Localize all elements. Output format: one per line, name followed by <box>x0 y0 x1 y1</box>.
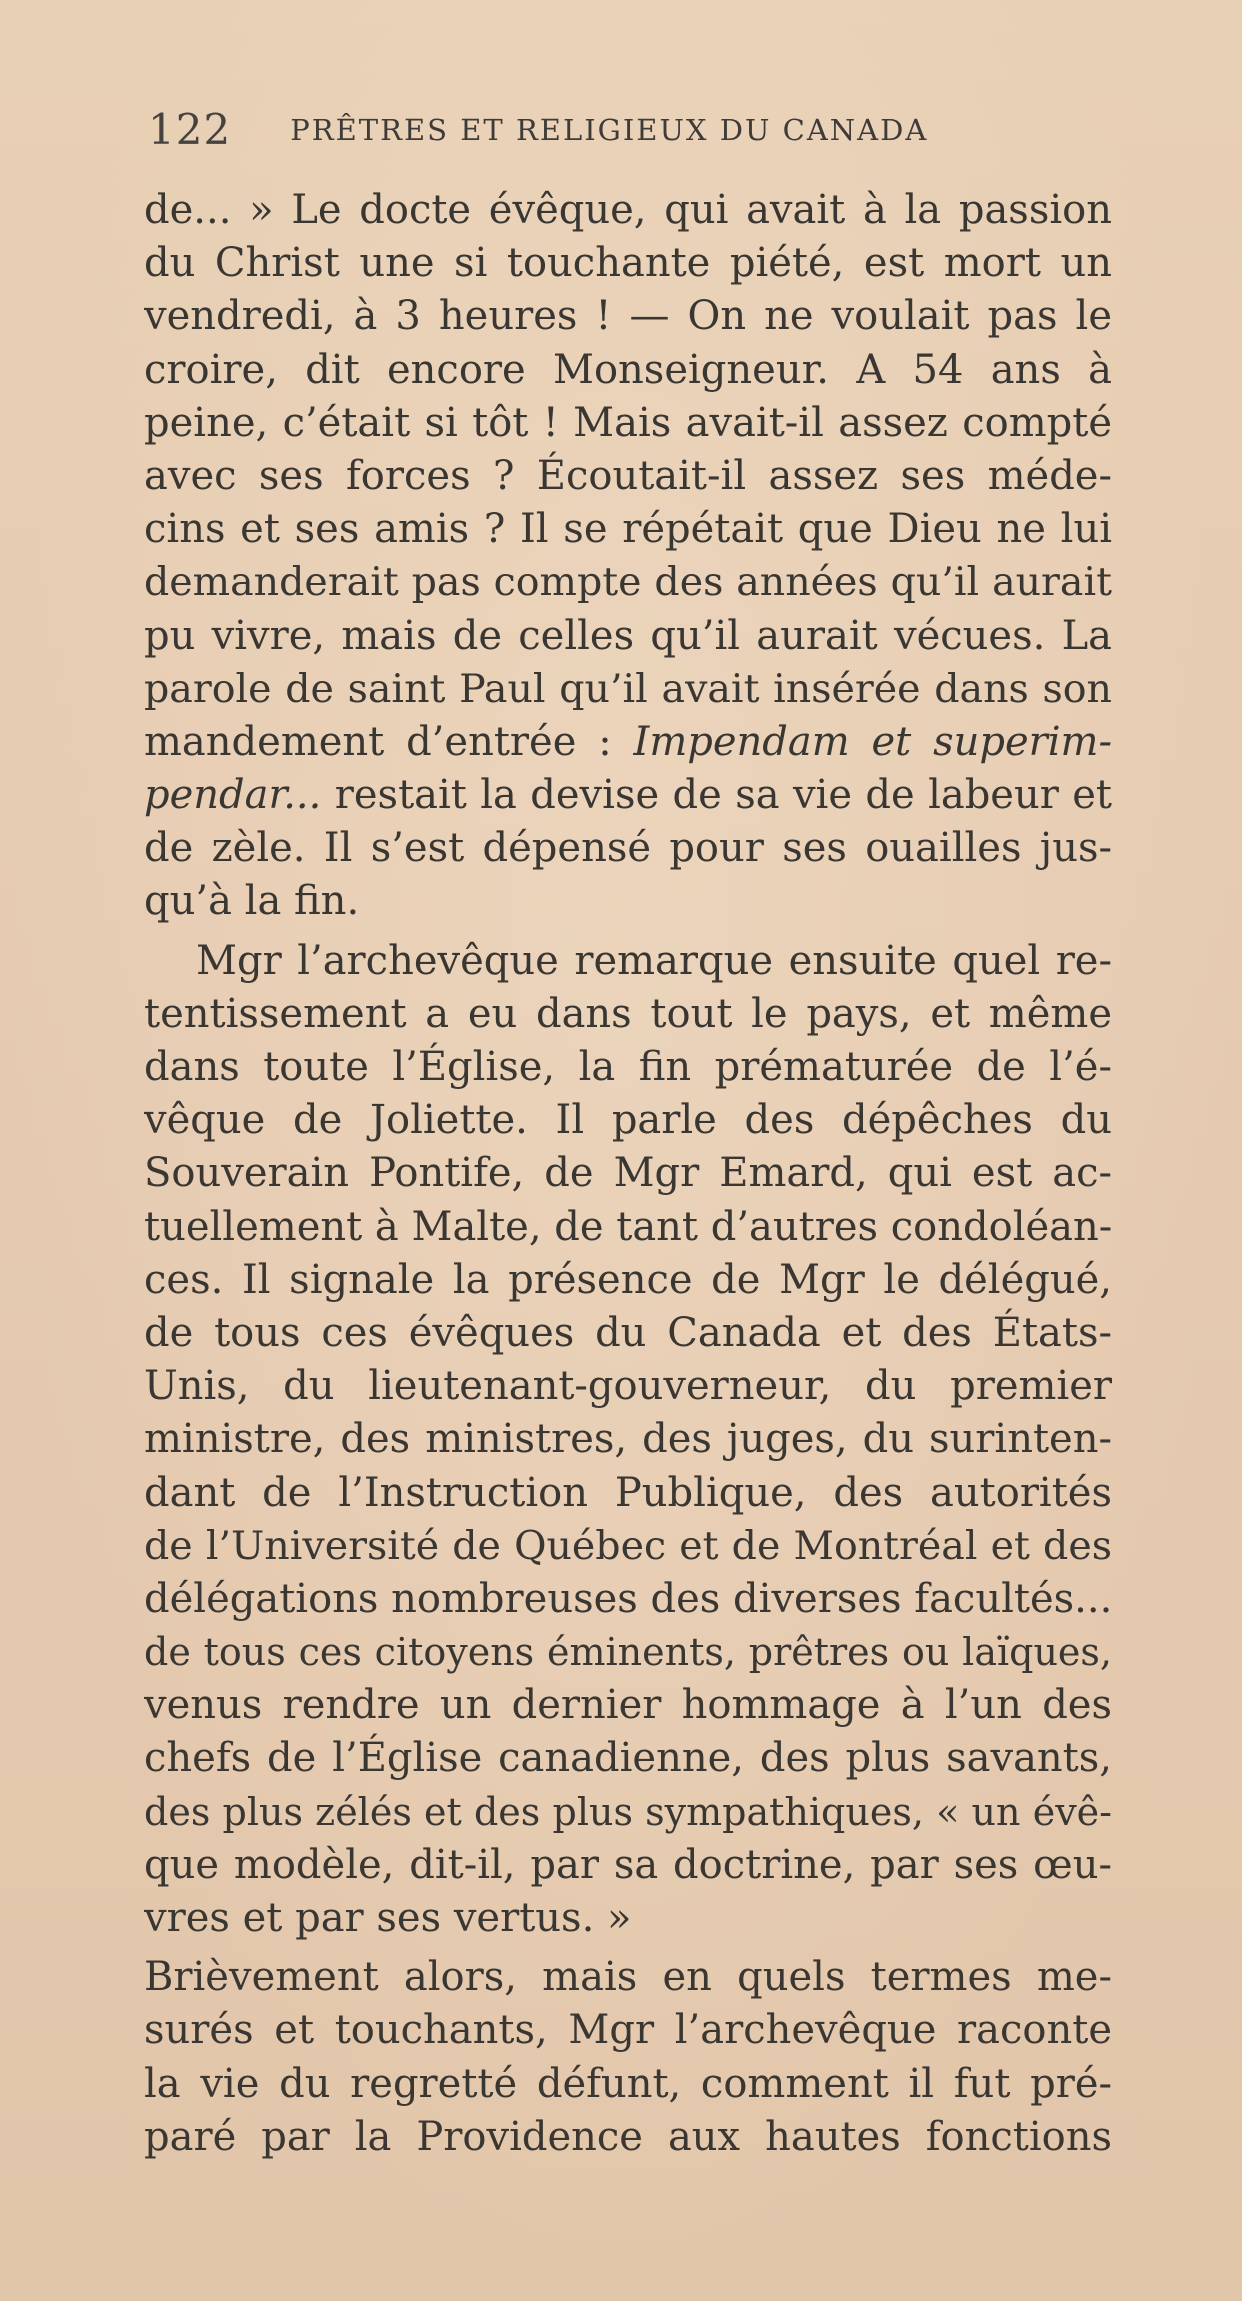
text-line: venus rendre un dernier hommage à l’un des <box>144 1682 1112 1729</box>
text-line: surés et touchants, Mgr l’archevêque raconte <box>144 2007 1112 2054</box>
text-line: peine, c’était si tôt ! Mais avait-il assez compté <box>144 399 1112 446</box>
text-line: chefs de l’Église canadienne, des plus savants, <box>144 1735 1112 1782</box>
text-line: vres et par ses vertus. » <box>144 1895 632 1941</box>
text-line-mixed <box>144 769 1112 822</box>
text-line: de tous ces citoyens éminents, prêtres ou laïques, <box>144 1630 1112 1675</box>
text-line: dans toute l’Église, la fin prématurée de l’é- <box>144 1044 1112 1090</box>
text-line: Unis, du lieutenant-gouverneur, du premier <box>144 1363 1112 1410</box>
text-line: ministre, des ministres, des juges, du surinten- <box>144 1416 1112 1463</box>
text-line: ces. Il signale la présence de Mgr le délégué, <box>144 1256 1112 1303</box>
text-segment: mandement d’entrée : <box>144 718 634 765</box>
body-text <box>144 184 1112 2164</box>
text-line: des plus zélés et des plus sympathiques, « un évê- <box>144 1789 1112 1834</box>
text-line: avec ses forces ? Écoutait-il assez ses méde- <box>144 452 1112 499</box>
text-line: pu vivre, mais de celles qu’il aurait vécues. La <box>144 612 1112 659</box>
text-line: de... » Le docte évêque, qui avait à la passion <box>144 187 1112 233</box>
text-line: du Christ une si touchante piété, est mort un <box>144 240 1112 287</box>
text-line: Souverain Pontife, de Mgr Emard, qui est ac- <box>144 1150 1112 1197</box>
text-line: qu’à la fin. <box>144 878 360 925</box>
latin-motto-part-1: Impendam et superim- <box>633 718 1112 765</box>
text-line: tuellement à Malte, de tant d’autres condoléan- <box>144 1203 1112 1250</box>
page-header <box>148 105 1008 165</box>
text-line: parole de saint Paul qu’il avait insérée dans son <box>144 665 1112 712</box>
text-line: de zèle. Il s’est dépensé pour ses ouailles jus- <box>144 825 1112 872</box>
text-line: croire, dit encore Monseigneur. A 54 ans à <box>144 346 1112 393</box>
page-number: 122 <box>148 105 232 154</box>
text-line: vêque de Joliette. Il parle des dépêches du <box>144 1097 1112 1144</box>
text-line: vendredi, à 3 heures ! — On ne voulait pas le <box>144 293 1112 340</box>
text-line: délégations nombreuses des diverses facultés... <box>144 1575 1112 1622</box>
latin-motto-part-2: pendar... <box>144 772 322 819</box>
text-line: Brièvement alors, mais en quels termes me- <box>144 1954 1112 2001</box>
text-line: Mgr l’archevêque remarque ensuite quel re- <box>196 937 1112 984</box>
text-line: de tous ces évêques du Canada et des États- <box>144 1309 1112 1356</box>
text-line: cins et ses amis ? Il se répétait que Dieu ne lui <box>144 506 1112 553</box>
text-segment: restait la devise de sa vie de labeur et <box>321 772 1112 819</box>
running-title: PRÊTRES ET RELIGIEUX DU CANADA <box>290 113 929 147</box>
text-line: dant de l’Instruction Publique, des autorités <box>144 1469 1112 1516</box>
text-line: tentissement a eu dans tout le pays, et même <box>144 990 1112 1037</box>
text-line: demanderait pas compte des années qu’il aurait <box>144 559 1112 606</box>
text-line-mixed <box>144 716 1112 769</box>
text-line: la vie du regretté défunt, comment il fut pré- <box>144 2060 1112 2107</box>
text-line: paré par la Providence aux hautes fonctions <box>144 2113 1112 2160</box>
text-line: de l’Université de Québec et de Montréal et des <box>144 1522 1112 1569</box>
text-line: que modèle, dit-il, par sa doctrine, par ses œu- <box>144 1841 1112 1888</box>
